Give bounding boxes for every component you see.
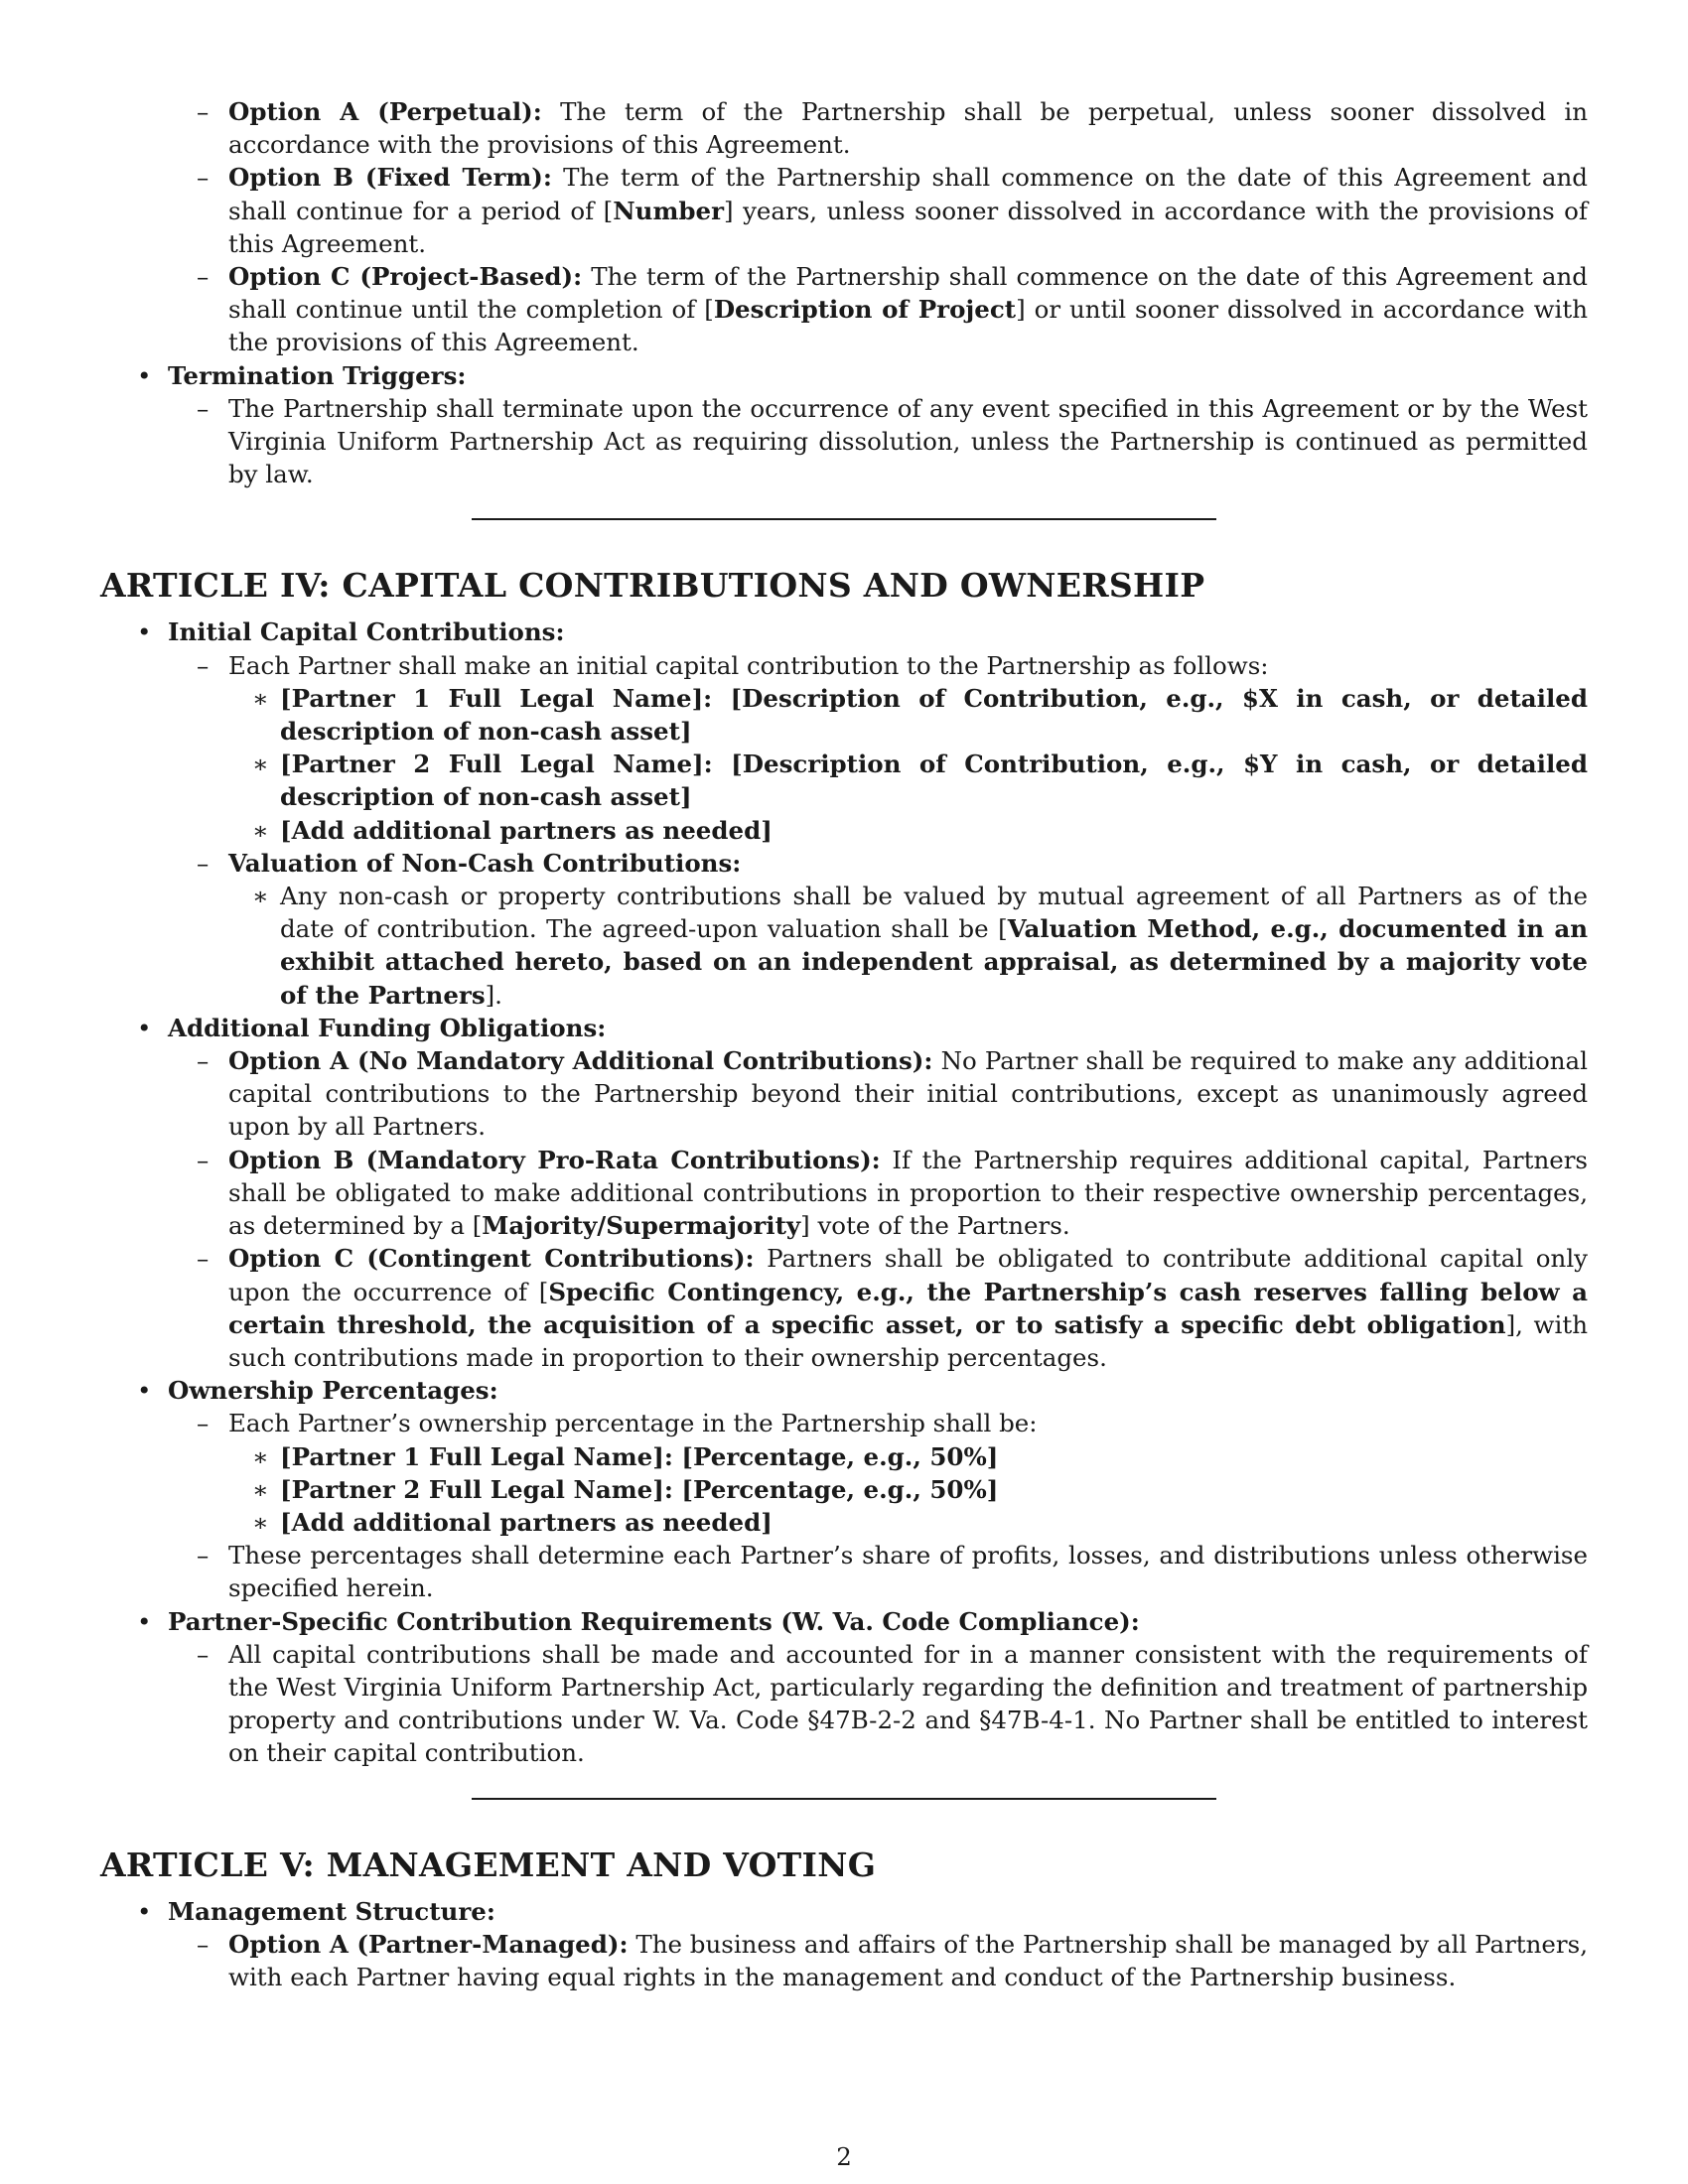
placeholder-field: Add additional partners as needed: [291, 815, 762, 845]
valuation-text: [100, 880, 1588, 1012]
dash-marker: –: [197, 848, 210, 878]
option-label: Option C (Contingent Contributions):: [228, 1244, 755, 1274]
body-text: All capital contributions shall be made and accounted for in a manner consistent with the requirements of the West Virginia Uniform Partnership Act, particularly regarding the definition and treatment of partnership property and contributions under W. Va. Code §47B-2-2 and §47B-4-1. No Partner shall be entitled to interest on their capital contribution.: [228, 1639, 1588, 1768]
heading-text: Valuation of Non-Cash Contributions:: [228, 848, 742, 878]
placeholder-field: Partner 1 Full Legal Name: [291, 1441, 653, 1471]
dash-marker: –: [197, 262, 210, 292]
funding-option-a: [100, 1044, 1588, 1144]
dash-marker: –: [197, 393, 210, 423]
placeholder-field: Majority/Supermajority: [482, 1211, 801, 1241]
heading-text: Additional Funding Obligations:: [168, 1013, 607, 1042]
dash-marker: –: [197, 97, 210, 126]
bracket: ]: [679, 717, 692, 747]
bracket: ]: [679, 782, 692, 812]
option-label: Option A (Perpetual):: [228, 97, 542, 126]
term-option-c: [100, 260, 1588, 359]
initial-contributions-intro: [100, 649, 1588, 682]
body-text: The Partnership shall terminate upon the occurrence of any event specified in this Agreement or by the West Virginia Uniform Partnership Act as requiring dissolution, unless the Partnership is continued as permitted by law.: [228, 393, 1588, 489]
initial-contributions-heading: [100, 615, 1588, 648]
option-text: No Partner shall be required to make any additional capital contributions to the Partnership beyond their initial contributions, except as unanimously agreed upon by all Partners.: [228, 1046, 1588, 1142]
bracket: ]: [761, 1507, 773, 1537]
heading-text: Partner-Specific Contribution Requirements (W. Va. Code Compliance):: [168, 1606, 1140, 1636]
article-iv-title: ARTICLE IV: CAPITAL CONTRIBUTIONS AND OWNERSHIP: [100, 566, 1205, 606]
page-number: 2: [836, 2142, 852, 2171]
bracket: [: [280, 1507, 292, 1537]
option-text: The term of the Partnership shall commence on the date of this Agreement and shall continue for a period of [: [228, 163, 1588, 225]
option-text: ] or until sooner dissolved in accordance with the provisions of this Agreement.: [228, 295, 1589, 357]
heading-text: Termination Triggers:: [168, 360, 467, 390]
bracket: ]: [: [652, 1474, 693, 1504]
termination-triggers-heading: [100, 359, 1588, 392]
placeholder-field: Description of Contribution, e.g., $X in cash, or detailed description of non-cash asset: [280, 683, 1588, 747]
ownership-heading: [100, 1374, 1588, 1407]
bracket: ]: [986, 1441, 999, 1471]
placeholder-field: Specific Contingency, e.g., the Partnership’s cash reserves falling below a certain threshold, the acquisition of a specific asset, or to satisfy a specific debt obligation: [228, 1277, 1588, 1339]
star-marker: ∗: [252, 1441, 269, 1471]
option-text: ] years, unless sooner dissolved in accordance with the provisions of this Agreement.: [228, 196, 1588, 258]
option-text: Partners shall be obligated to contribute additional capital only upon the occurrence of [: [228, 1244, 1588, 1306]
star-marker: ∗: [252, 683, 269, 713]
option-label: Option A (No Mandatory Additional Contributions):: [228, 1046, 933, 1076]
compliance-heading: [100, 1605, 1588, 1638]
article-v-title: ARTICLE V: MANAGEMENT AND VOTING: [100, 1844, 877, 1884]
dash-marker: –: [197, 1409, 210, 1438]
management-structure-heading: [100, 1895, 1588, 1928]
bracket: [: [280, 815, 292, 845]
heading-text: Management Structure:: [168, 1896, 495, 1926]
option-text: If the Partnership requires additional capital, Partners shall be obligated to make additional contributions in proportion to their respective ownership percentages, as determined by a [: [228, 1145, 1589, 1241]
star-marker: ∗: [252, 1507, 269, 1537]
bullet-marker: •: [137, 617, 152, 647]
star-marker: ∗: [252, 1474, 269, 1504]
placeholder-field: Add additional partners as needed: [291, 1507, 762, 1537]
section-divider: [472, 518, 1216, 520]
body-text: Each Partner’s ownership percentage in the Partnership shall be:: [228, 1409, 1038, 1438]
option-text: The business and affairs of the Partnership shall be managed by all Partners, with each Partner having equal rights in the management and conduct of the Partnership business.: [228, 1929, 1589, 1991]
dash-marker: –: [197, 650, 210, 680]
bracket: ]: [: [692, 750, 743, 779]
placeholder-field: Partner 2 Full Legal Name: [291, 1474, 653, 1504]
contribution-item: [100, 682, 1588, 748]
valuation-heading: [100, 847, 1588, 880]
funding-option-c: [100, 1242, 1588, 1374]
body-text: Any non-cash or property contributions shall be valued by mutual agreement of all Partners as of the date of contribution. The agreed-upon valuation shall be [: [280, 882, 1588, 944]
bracket: [: [280, 1441, 292, 1471]
body-text: Each Partner shall make an initial capital contribution to the Partnership as follows:: [228, 650, 1269, 680]
dash-marker: –: [197, 1929, 210, 1959]
contribution-item: [100, 814, 1588, 847]
placeholder-field: Partner 1 Full Legal Name: [291, 683, 692, 713]
placeholder-field: Number: [613, 196, 725, 225]
option-label: Option A (Partner-Managed):: [228, 1929, 629, 1959]
star-marker: ∗: [252, 750, 269, 779]
compliance-text: [100, 1638, 1588, 1770]
dash-marker: –: [197, 1145, 210, 1174]
bracket: ]: [: [652, 1441, 693, 1471]
bullet-marker: •: [137, 1376, 152, 1406]
option-text: The term of the Partnership shall be perpetual, unless sooner dissolved in accordance with the provisions of this Agreement.: [228, 97, 1588, 160]
placeholder-field: Percentage, e.g., 50%: [693, 1474, 987, 1504]
term-option-b: [100, 161, 1588, 260]
bracket: ]: [986, 1474, 999, 1504]
heading-text: Ownership Percentages:: [168, 1376, 498, 1406]
ownership-note: [100, 1539, 1588, 1604]
placeholder-field: Valuation Method, e.g., documented in an exhibit attached hereto, based on an independent appraisal, as determined by a majority vote of the Partners: [280, 914, 1589, 1010]
bracket: [: [280, 1474, 292, 1504]
placeholder-field: Percentage, e.g., 50%: [693, 1441, 987, 1471]
ownership-item: [100, 1506, 1588, 1539]
termination-triggers-text: [100, 392, 1588, 491]
funding-option-b: [100, 1144, 1588, 1243]
ownership-item: [100, 1440, 1588, 1473]
body-text: These percentages shall determine each Partner’s share of profits, losses, and distributions unless otherwise specified herein.: [228, 1541, 1588, 1603]
ownership-item: [100, 1473, 1588, 1506]
additional-funding-heading: [100, 1012, 1588, 1044]
bullet-marker: •: [137, 1896, 152, 1926]
bracket: [: [280, 750, 292, 779]
bullet-marker: •: [137, 1606, 152, 1636]
dash-marker: –: [197, 1244, 210, 1274]
bullet-marker: •: [137, 360, 152, 390]
bracket: ]: [: [691, 683, 743, 713]
document-page: [100, 95, 1588, 1993]
ownership-intro: [100, 1407, 1588, 1439]
section-divider: [472, 1798, 1216, 1800]
option-text: ] vote of the Partners.: [800, 1211, 1070, 1241]
dash-marker: –: [197, 1639, 210, 1669]
star-marker: ∗: [252, 882, 269, 911]
heading-text: Initial Capital Contributions:: [168, 617, 565, 647]
option-text: The term of the Partnership shall commence on the date of this Agreement and shall continue until the completion of [: [228, 262, 1588, 325]
bracket: [: [280, 683, 292, 713]
option-label: Option B (Mandatory Pro-Rata Contributions):: [228, 1145, 881, 1174]
dash-marker: –: [197, 1541, 210, 1570]
placeholder-field: Description of Contribution, e.g., $Y in cash, or detailed description of non-cash asset: [280, 750, 1588, 812]
option-label: Option C (Project-Based):: [228, 262, 583, 292]
star-marker: ∗: [252, 815, 269, 845]
dash-marker: –: [197, 163, 210, 193]
contribution-item: [100, 748, 1588, 813]
option-text: ], with such contributions made in proportion to their ownership percentages.: [228, 1309, 1588, 1372]
placeholder-field: Partner 2 Full Legal Name: [291, 750, 693, 779]
body-text: ].: [485, 980, 502, 1010]
term-option-a: [100, 95, 1588, 161]
option-label: Option B (Fixed Term):: [228, 163, 552, 193]
bracket: ]: [761, 815, 773, 845]
dash-marker: –: [197, 1046, 210, 1076]
management-option-a: [100, 1928, 1588, 1993]
bullet-marker: •: [137, 1013, 152, 1042]
placeholder-field: Description of Project: [713, 295, 1017, 325]
